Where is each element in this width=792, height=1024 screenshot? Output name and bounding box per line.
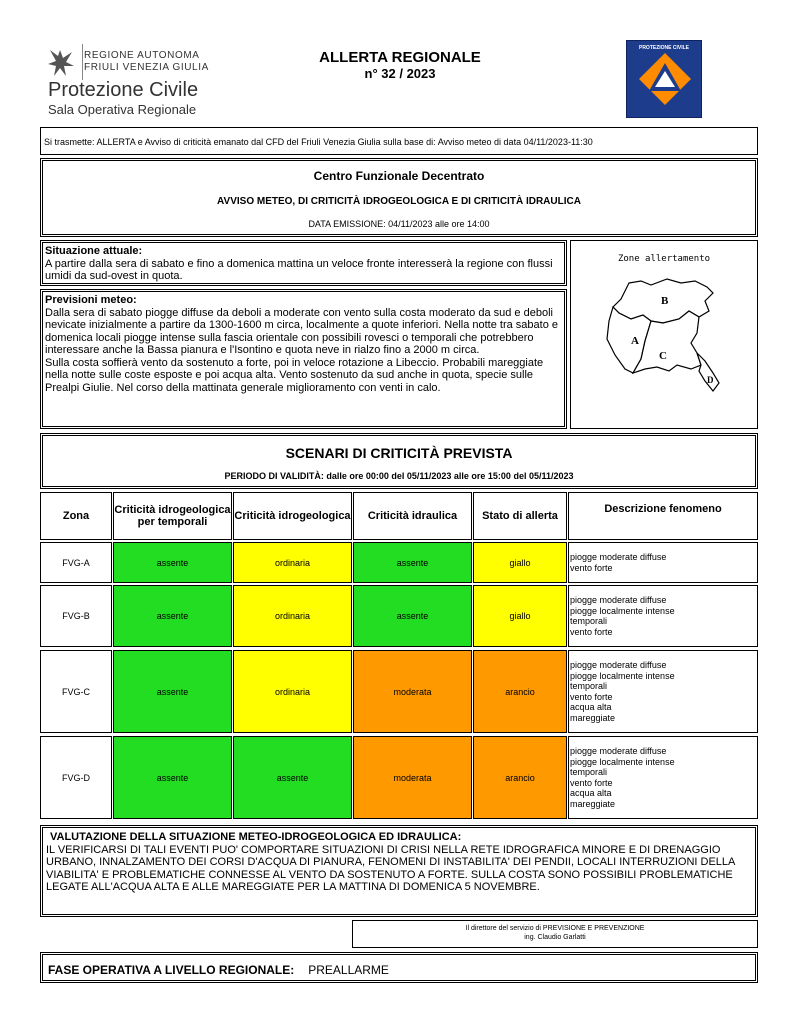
header-descrizione: Descrizione fenomeno — [568, 492, 758, 540]
descrizione-line: piogge localmente intense — [570, 670, 675, 681]
header-criticita-idraulica: Criticità idraulica — [353, 492, 472, 540]
criticita-temporali-cell: assente — [113, 585, 232, 647]
previsioni-heading: Previsioni meteo: — [45, 294, 137, 306]
descrizione-line: vento forte — [570, 691, 613, 702]
document-title: ALLERTA REGIONALE — [319, 49, 481, 66]
valutazione-text: IL VERIFICARSI DI TALI EVENTI PUO' COMPORTARE SITUAZIONI DI CRISI NELLA RETE IDROGRAFICA MINORE E DI DRENAGGIO URBANO, INNALZAMENTO DEI CORSI D'ACQUA DI PIANURA, FENOMENI DI INSTABILITA' DEI PENDII, LOCALI INTERRUZIONI DELLA VIABILITA' E PROBLEMATICHE CONNESSE AL VENTO DA SOSTENUTO A FORTE. SULLA COSTA SONO POSSIBILI PROBLEMATICHE LEGATE ALL'ACQUA ALTA E ALLE MAREGGIATE PER LA MATTINA DI DOMENICA 5 NOVEMBRE. — [46, 843, 735, 893]
zone-cell: FVG-D — [40, 736, 112, 819]
emission-date: DATA EMISSIONE: 04/11/2023 alle ore 14:00 — [308, 219, 490, 229]
header-criticita-temporali: Criticità idrogeologica per temporali — [113, 492, 232, 540]
criticita-idrogeologica-cell: ordinaria — [233, 650, 352, 733]
descrizione-line: piogge moderate diffuse — [570, 660, 667, 670]
criticita-temporali-cell: assente — [113, 650, 232, 733]
zone-cell: FVG-C — [40, 650, 112, 733]
situazione-heading: Situazione attuale: — [45, 245, 143, 257]
descrizione-line: temporali — [570, 767, 608, 777]
emblem-text: PROTEZIONE CIVILE — [638, 45, 689, 51]
eagle-icon — [46, 46, 76, 80]
transmission-note: Si trasmette: ALLERTA e Avviso di criticità emanato dal CFD del Friuli Venezia Giulia sulla base di: Avviso meteo di data 04/11/2023-11:30 — [40, 127, 758, 155]
logo-sala-operativa: Sala Operativa Regionale — [48, 102, 197, 117]
zone-cell: FVG-A — [40, 542, 112, 583]
criticita-temporali-cell: assente — [113, 542, 232, 583]
descrizione-cell — [568, 736, 758, 819]
descrizione-line: acqua alta — [570, 788, 612, 798]
descrizione-line: mareggiate — [570, 798, 616, 809]
zone-cell: FVG-B — [40, 585, 112, 647]
scenari-title: SCENARI DI CRITICITÀ PREVISTA — [285, 445, 513, 461]
descrizione-cell — [568, 585, 758, 647]
logo-divider — [82, 44, 83, 80]
regione-logo — [44, 44, 244, 120]
criticita-temporali-cell: assente — [113, 736, 232, 819]
valutazione-section — [40, 825, 758, 917]
stato-allerta-cell: arancio — [473, 736, 567, 819]
signature-block — [352, 920, 758, 948]
map-label-b: B — [661, 295, 669, 307]
descrizione-cell — [568, 650, 758, 733]
logo-region-line2: FRIULI VENEZIA GIULIA — [84, 62, 209, 73]
descrizione-line: temporali — [570, 681, 608, 691]
descrizione-line: piogge localmente intense — [570, 756, 675, 767]
descrizione-line: piogge moderate diffuse — [570, 552, 667, 562]
fase-operativa — [40, 952, 758, 983]
descrizione-line: acqua alta — [570, 702, 612, 712]
criticita-idraulica-cell: assente — [353, 542, 472, 583]
criticita-idrogeologica-cell: ordinaria — [233, 585, 352, 647]
previsioni-paragraph-1: Dalla sera di sabato piogge diffuse da deboli a moderate con vento sulla costa moderato da sud e deboli nevicate inizialmente a partire da 1300-1600 m circa, localmente a quote inferiori. Nella notte tra sabato e domenica locali piogge intense sulla fascia orientale con possibili rovesci o temporali che potrebbero interessare anche la Bassa pianura e l'Isontino e quota neve in rialzo fino a 2000 m circa. — [45, 306, 559, 356]
header-zona: Zona — [40, 492, 112, 540]
previsioni-section — [40, 289, 567, 429]
logo-region-line1: REGIONE AUTONOMA — [84, 50, 200, 61]
stato-allerta-cell: giallo — [473, 542, 567, 583]
descrizione-line: vento forte — [570, 626, 613, 637]
valutazione-heading: VALUTAZIONE DELLA SITUAZIONE METEO-IDROGEOLOGICA ED IDRAULICA: — [50, 831, 462, 843]
criticita-idraulica-cell: moderata — [353, 650, 472, 733]
emblem-icon — [627, 41, 703, 119]
descrizione-line: vento forte — [570, 777, 613, 788]
fvg-zone-map-icon — [571, 241, 759, 430]
criticita-idraulica-cell: moderata — [353, 736, 472, 819]
logo-protezione-civile: Protezione Civile — [48, 79, 199, 101]
validity-period: PERIODO DI VALIDITÀ: dalle ore 00:00 del 05/11/2023 alle ore 15:00 del 05/11/2023 — [224, 471, 574, 481]
stato-allerta-cell: giallo — [473, 585, 567, 647]
document-number: n° 32 / 2023 — [364, 66, 436, 81]
zone-map — [570, 240, 758, 429]
scenari-section — [40, 433, 758, 489]
map-label-c: C — [659, 350, 667, 362]
header-criticita-idrogeologica: Criticità idrogeologica — [233, 492, 352, 540]
descrizione-line: piogge moderate diffuse — [570, 746, 667, 756]
map-label-d: D — [707, 375, 714, 385]
descrizione-line: piogge moderate diffuse — [570, 595, 667, 605]
signature-title: Il direttore del servizio di PREVISIONE E PREVENZIONE — [465, 925, 645, 932]
fase-value: PREALLARME — [308, 963, 389, 977]
descrizione-line: piogge localmente intense — [570, 605, 675, 616]
protezione-civile-emblem — [626, 40, 702, 118]
descrizione-line: temporali — [570, 616, 608, 626]
criticita-idrogeologica-cell: ordinaria — [233, 542, 352, 583]
cfd-section — [40, 158, 758, 237]
previsioni-paragraph-2: Sulla costa soffierà vento da sostenuto a forte, poi in veloce rotazione a Libeccio. Probabili mareggiate nella notte sulle coste esposte e poi acqua alta. Vento sostenuto da sud anche in quota, specie sulle Prealpi Giulie. Nel corso della mattinata generale miglioramento con venti in calo. — [45, 356, 544, 394]
descrizione-line: vento forte — [570, 562, 613, 573]
descrizione-line: mareggiate — [570, 712, 616, 723]
cfd-title: Centro Funzionale Decentrato — [313, 169, 485, 183]
criticita-idraulica-cell: assente — [353, 585, 472, 647]
situazione-text: A partire dalla sera di sabato e fino a domenica mattina un veloce fronte interesserà la regione con flussi umidi da sud-ovest in quota. — [45, 257, 553, 282]
map-title: Zone allertamento — [617, 254, 711, 264]
header-stato-allerta: Stato di allerta — [473, 492, 567, 540]
fase-label: FASE OPERATIVA A LIVELLO REGIONALE: — [48, 963, 295, 977]
situazione-section — [40, 240, 567, 286]
stato-allerta-cell: arancio — [473, 650, 567, 733]
map-label-a: A — [631, 335, 639, 347]
descrizione-cell — [568, 542, 758, 583]
signature-name: ing. Claudio Garlatti — [524, 934, 586, 941]
cfd-subtitle: AVVISO METEO, DI CRITICITÀ IDROGEOLOGICA E DI CRITICITÀ IDRAULICA — [217, 196, 581, 207]
criticita-idrogeologica-cell: assente — [233, 736, 352, 819]
